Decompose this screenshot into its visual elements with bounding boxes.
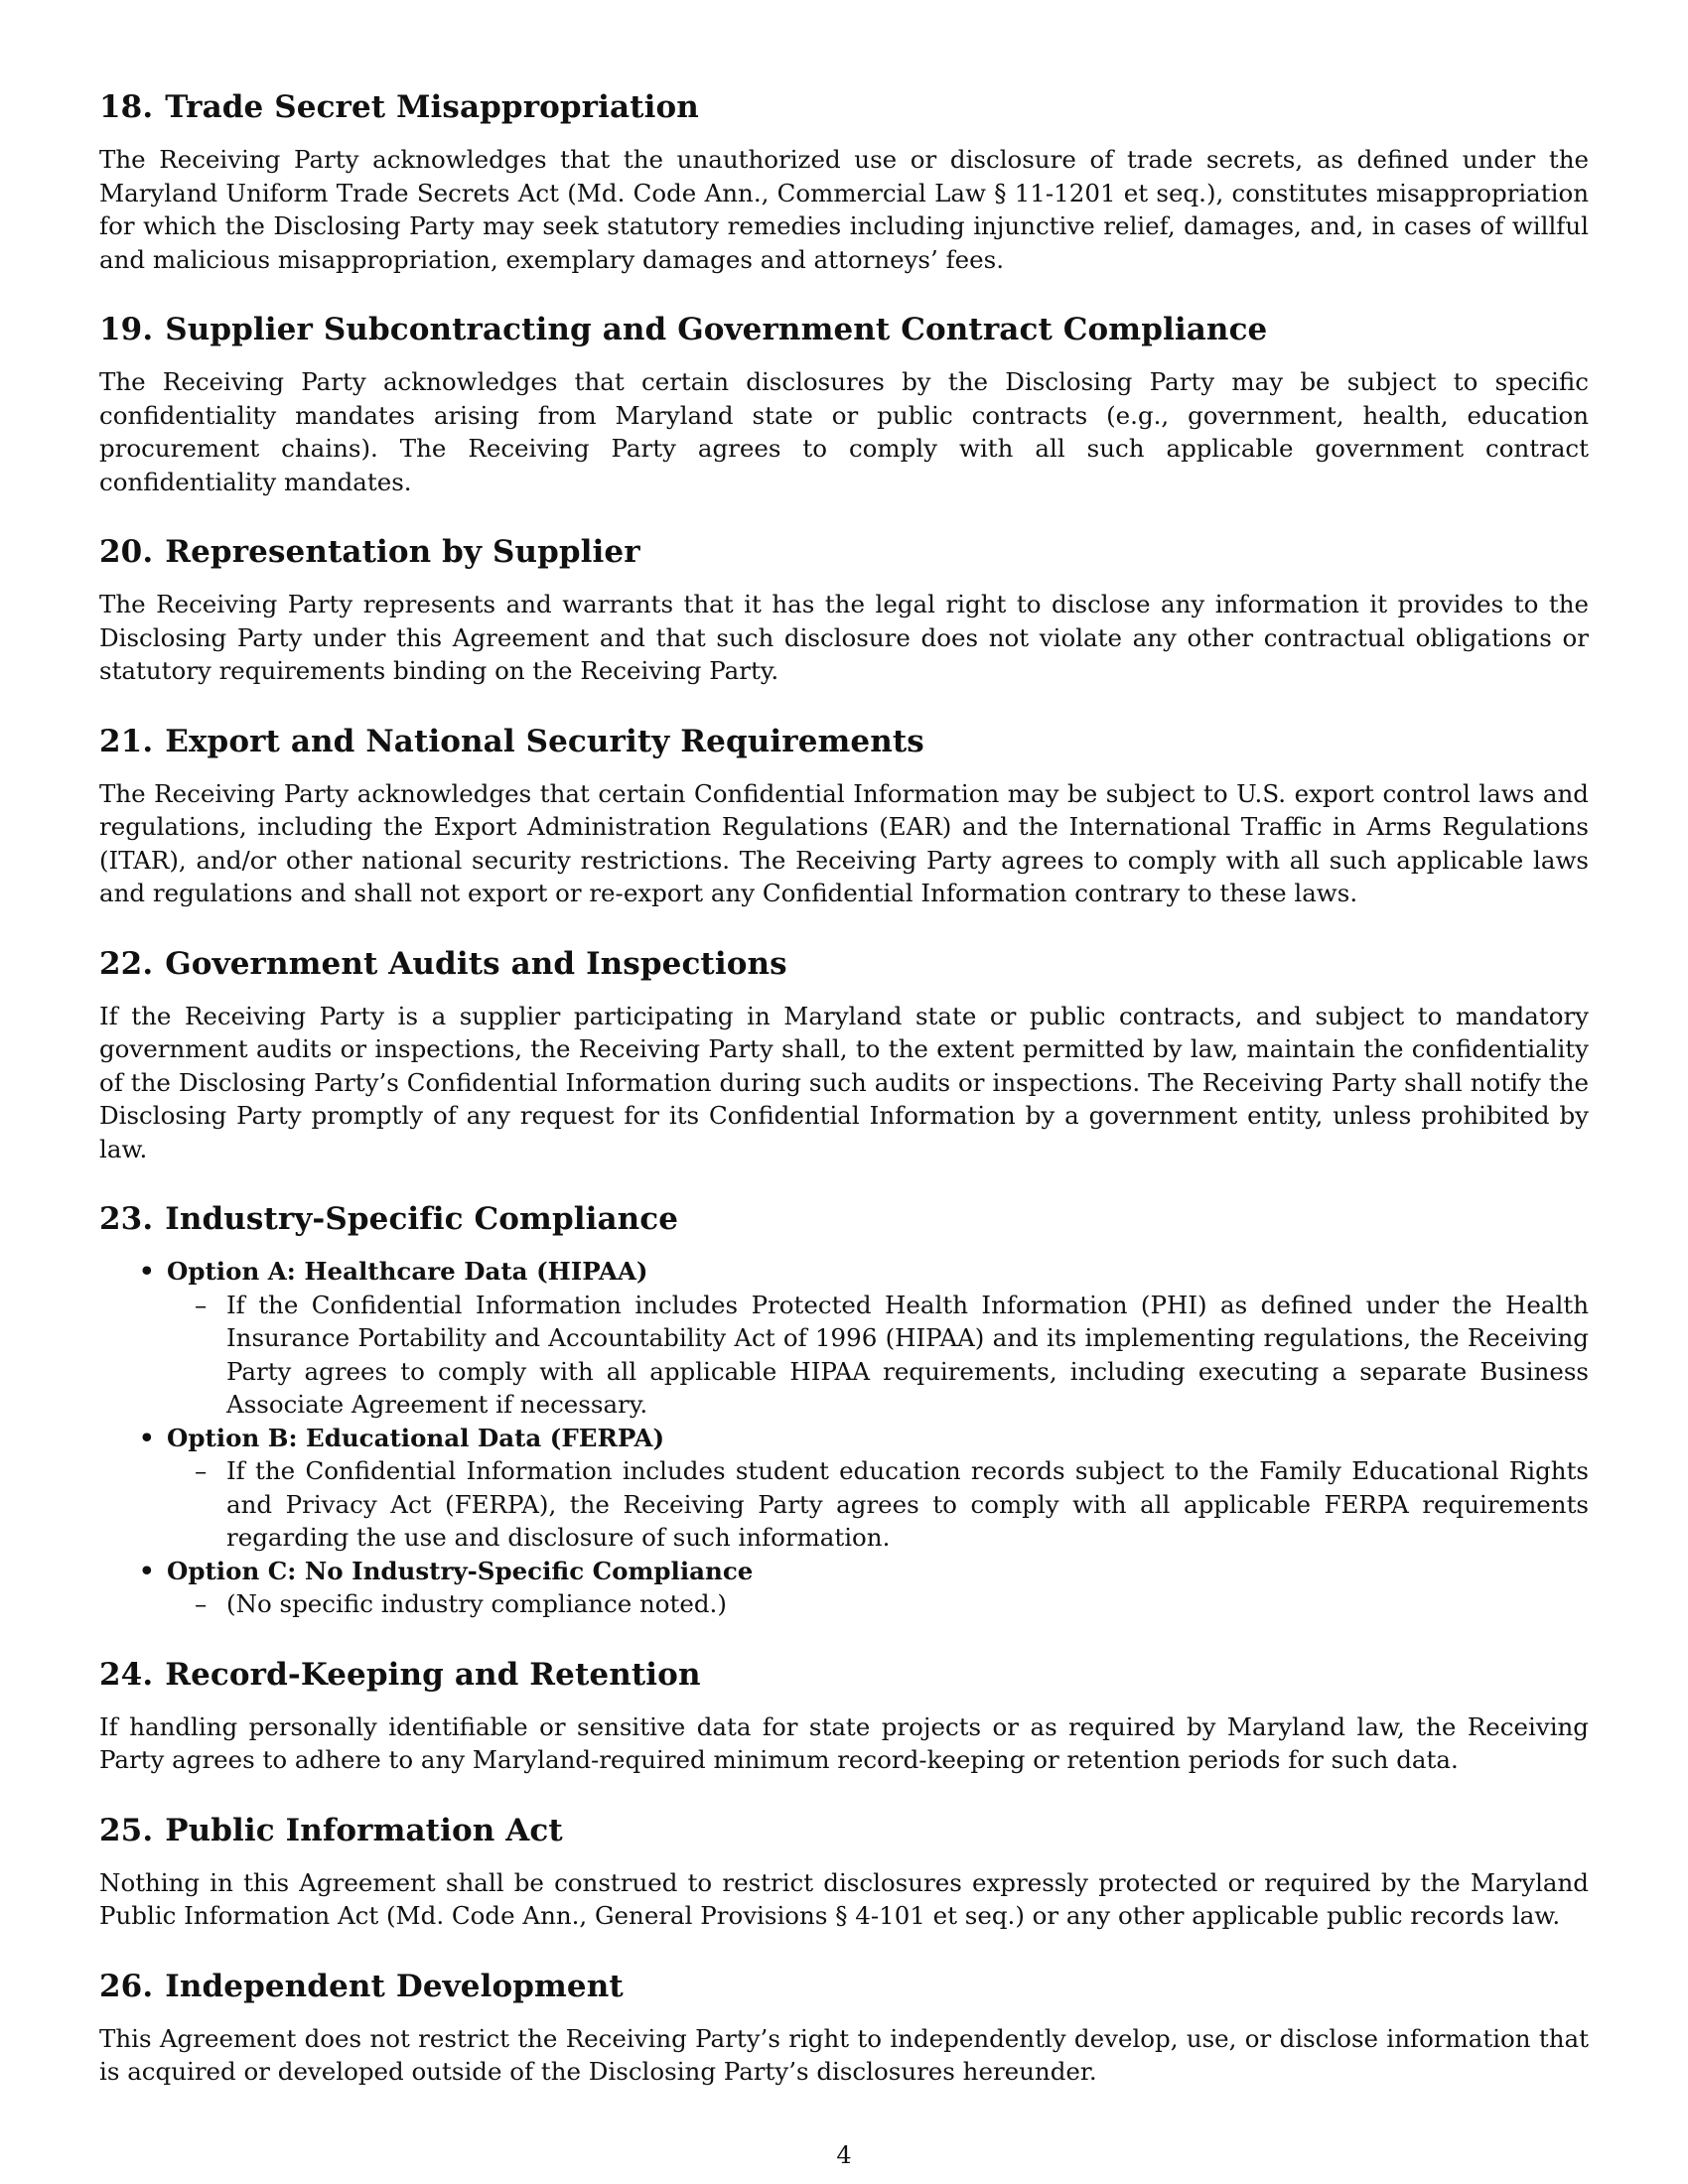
- section-body: If handling personally identifiable or sensitive data for state projects or as required by Maryland law, the Receiving Party agrees to adhere to any Maryland-required minimum record-keeping or retention periods for such data.: [99, 1711, 1589, 1774]
- option-detail: [167, 1587, 1589, 1621]
- section-number: 18.: [99, 89, 154, 125]
- section-18: [99, 85, 1589, 276]
- section-body: The Receiving Party acknowledges that certain Confidential Information may be subject to U.S. export control laws and regulations, including the Export Administration Regulations (EAR) and the International Traffic in Arms Regulations (ITAR), and/or other national security restrictions. The Receiving Party agrees to comply with all such applicable laws and regulations and shall not export or re-export any Confidential Information contrary to these laws.: [99, 778, 1589, 907]
- page-number: 4: [836, 2141, 852, 2169]
- section-body: The Receiving Party represents and warrants that it has the legal right to disclose any information it provides to the Disclosing Party under this Agreement and that such disclosure does not violate any other contractual obligations or statutory requirements binding on the Receiving Party.: [99, 590, 1589, 685]
- section-20: [99, 530, 1589, 688]
- section-heading: [99, 1197, 1589, 1241]
- option-detail-list: [167, 1289, 1589, 1422]
- section-title: Government Audits and Inspections: [165, 945, 787, 982]
- section-heading: [99, 308, 1589, 351]
- section-21: [99, 720, 1589, 910]
- section-title: Independent Development: [165, 1968, 624, 2004]
- section-body: This Agreement does not restrict the Receiving Party’s right to independently develop, use, or disclose information that is acquired or developed outside of the Disclosing Party’s disclosures hereunder.: [99, 2023, 1589, 2086]
- section-body: Nothing in this Agreement shall be construed to restrict disclosures expressly protected or required by the Maryland Public Information Act (Md. Code Ann., General Provisions § 4-101 et seq.) or any other applicable public records law.: [99, 1867, 1589, 1930]
- section-heading: [99, 1809, 1589, 1852]
- option-label: Option C: No Industry-Specific Compliance: [167, 1556, 754, 1585]
- option-detail: [167, 1454, 1589, 1555]
- compliance-options-list: [99, 1255, 1589, 1621]
- section-19: [99, 308, 1589, 498]
- dash-icon: –: [195, 1456, 208, 1485]
- option-detail-list: [167, 1454, 1589, 1555]
- section-heading: [99, 720, 1589, 763]
- document-page: [99, 85, 1589, 2120]
- section-number: 25.: [99, 1812, 154, 1848]
- section-title: Representation by Supplier: [165, 534, 640, 570]
- option-label: Option A: Healthcare Data (HIPAA): [167, 1257, 648, 1286]
- section-number: 19.: [99, 312, 154, 347]
- section-body: The Receiving Party acknowledges that certain disclosures by the Disclosing Party may be subject to specific confidentiality mandates arising from Maryland state or public contracts (e.g., government, health, education procurement chains). The Receiving Party agrees to comply with all such applicable government contract confidentiality mandates.: [99, 367, 1589, 496]
- option-item: [99, 1555, 1589, 1621]
- section-title: Public Information Act: [165, 1812, 563, 1848]
- section-heading: [99, 530, 1589, 574]
- option-label: Option B: Educational Data (FERPA): [167, 1423, 665, 1452]
- option-detail-text: If the Confidential Information includes Protected Health Information (PHI) as defined under the Health Insurance Portability and Accountability Act of 1996 (HIPAA) and its implementing regulations, the Receiving Party agrees to comply with all applicable HIPAA requirements, including executing a separate Business Associate Agreement if necessary.: [226, 1290, 1589, 1419]
- section-heading: [99, 942, 1589, 986]
- dash-icon: –: [195, 1290, 208, 1319]
- section-number: 21.: [99, 723, 154, 759]
- option-detail-text: If the Confidential Information includes student education records subject to the Family Educational Rights and Privacy Act (FERPA), the Receiving Party agrees to comply with all applicable FERPA requirements regarding the use and disclosure of such information.: [226, 1456, 1589, 1552]
- section-22: [99, 942, 1589, 1166]
- section-title: Trade Secret Misappropriation: [165, 89, 699, 125]
- option-item: [99, 1255, 1589, 1422]
- section-26: [99, 1965, 1589, 2089]
- section-heading: [99, 1653, 1589, 1697]
- section-body: If the Receiving Party is a supplier participating in Maryland state or public contracts, and subject to mandatory government audits or inspections, the Receiving Party shall, to the extent permitted by law, maintain the confidentiality of the Disclosing Party’s Confidential Information during such audits or inspections. The Receiving Party shall notify the Disclosing Party promptly of any request for its Confidential Information by a government entity, unless prohibited by law.: [99, 1001, 1589, 1163]
- section-title: Industry-Specific Compliance: [165, 1201, 679, 1237]
- option-item: [99, 1422, 1589, 1555]
- section-24: [99, 1653, 1589, 1777]
- bullet-icon: •: [139, 1257, 155, 1286]
- section-25: [99, 1809, 1589, 1933]
- section-number: 24.: [99, 1656, 154, 1693]
- section-number: 23.: [99, 1201, 154, 1237]
- option-detail-list: [167, 1587, 1589, 1621]
- bullet-icon: •: [139, 1423, 155, 1452]
- section-number: 22.: [99, 945, 154, 982]
- section-body: The Receiving Party acknowledges that the unauthorized use or disclosure of trade secrets, as defined under the Maryland Uniform Trade Secrets Act (Md. Code Ann., Commercial Law § 11-1201 et seq.), constitutes misappropriation for which the Disclosing Party may seek statutory remedies including injunctive relief, damages, and, in cases of willful and malicious misappropriation, exemplary damages and attorneys’ fees.: [99, 145, 1589, 274]
- option-detail-text: (No specific industry compliance noted.): [226, 1589, 727, 1618]
- section-heading: [99, 85, 1589, 129]
- section-heading: [99, 1965, 1589, 2008]
- section-title: Export and National Security Requirements: [165, 723, 924, 759]
- bullet-icon: •: [139, 1556, 155, 1585]
- option-detail: [167, 1289, 1589, 1422]
- section-title: Record-Keeping and Retention: [165, 1656, 701, 1693]
- section-title: Supplier Subcontracting and Government Contract Compliance: [165, 312, 1268, 347]
- section-number: 26.: [99, 1968, 154, 2004]
- section-number: 20.: [99, 534, 154, 570]
- dash-icon: –: [195, 1589, 208, 1618]
- section-23: [99, 1197, 1589, 1621]
